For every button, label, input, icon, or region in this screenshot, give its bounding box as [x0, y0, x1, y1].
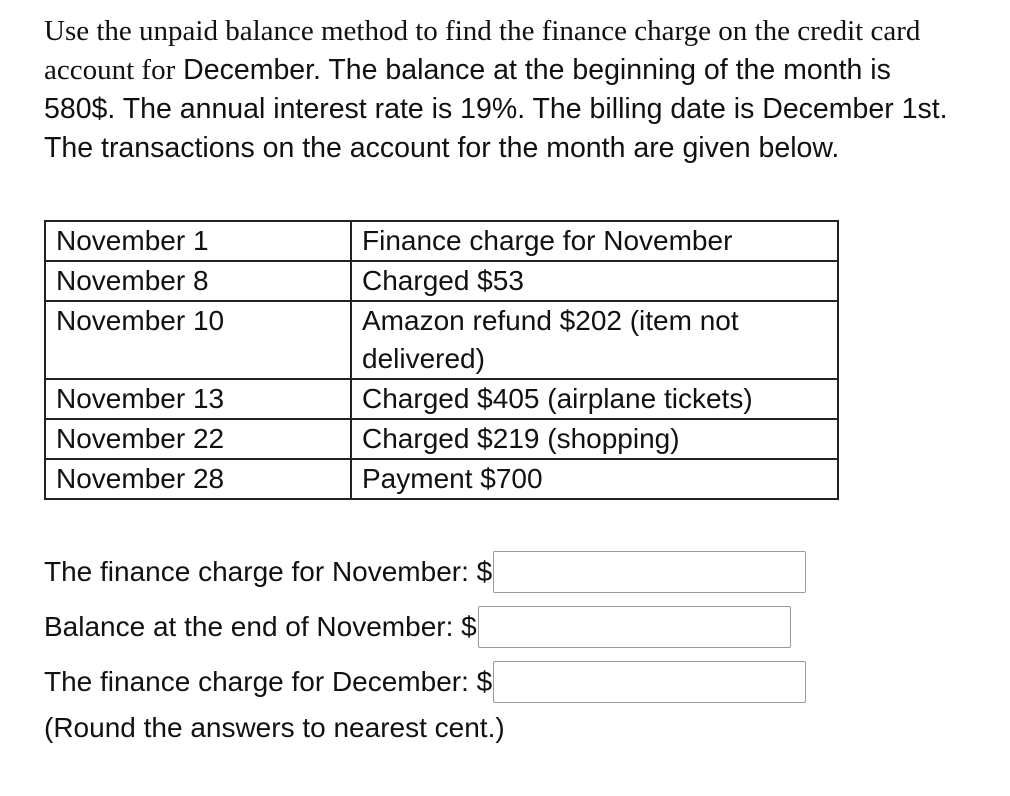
transaction-date: November 10: [45, 301, 351, 379]
finance-november-input[interactable]: [493, 551, 806, 593]
transaction-description: Payment $700: [351, 459, 838, 499]
problem-statement-sans: December. The balance at the beginning of the month is 580$. The annual interest rate is 19%. The billing date is December 1st. The transactions on the account for the month are given below.: [44, 54, 948, 164]
balance-end-november-input[interactable]: [478, 606, 791, 648]
transaction-description: Charged $219 (shopping): [351, 419, 838, 459]
balance-end-november-label: Balance at the end of November: $: [44, 611, 477, 642]
transaction-date: November 13: [45, 379, 351, 419]
answer-row-finance-december: [44, 661, 806, 703]
problem-statement: [44, 12, 954, 168]
transaction-description: Finance charge for November: [351, 221, 838, 261]
table-row: [45, 379, 838, 419]
transactions-table: [44, 220, 839, 500]
answer-row-balance-end-november: [44, 606, 791, 648]
table-row: [45, 419, 838, 459]
finance-december-label: The finance charge for December: $: [44, 666, 493, 697]
answer-row-finance-november: [44, 551, 806, 593]
table-row: [45, 301, 838, 379]
table-row: [45, 459, 838, 499]
transaction-date: November 22: [45, 419, 351, 459]
transaction-date: November 1: [45, 221, 351, 261]
problem-statement-serif: Use the unpaid balance method to find the finance charge on the credit card account for: [44, 15, 921, 86]
transaction-date: November 8: [45, 261, 351, 301]
finance-november-label: The finance charge for November: $: [44, 556, 493, 587]
table-row: [45, 221, 838, 261]
rounding-note: (Round the answers to nearest cent.): [44, 712, 505, 743]
finance-december-input[interactable]: [493, 661, 806, 703]
transaction-description: Charged $53: [351, 261, 838, 301]
table-row: [45, 261, 838, 301]
transaction-description: Charged $405 (airplane tickets): [351, 379, 838, 419]
transaction-date: November 28: [45, 459, 351, 499]
transaction-description: Amazon refund $202 (item not delivered): [351, 301, 838, 379]
